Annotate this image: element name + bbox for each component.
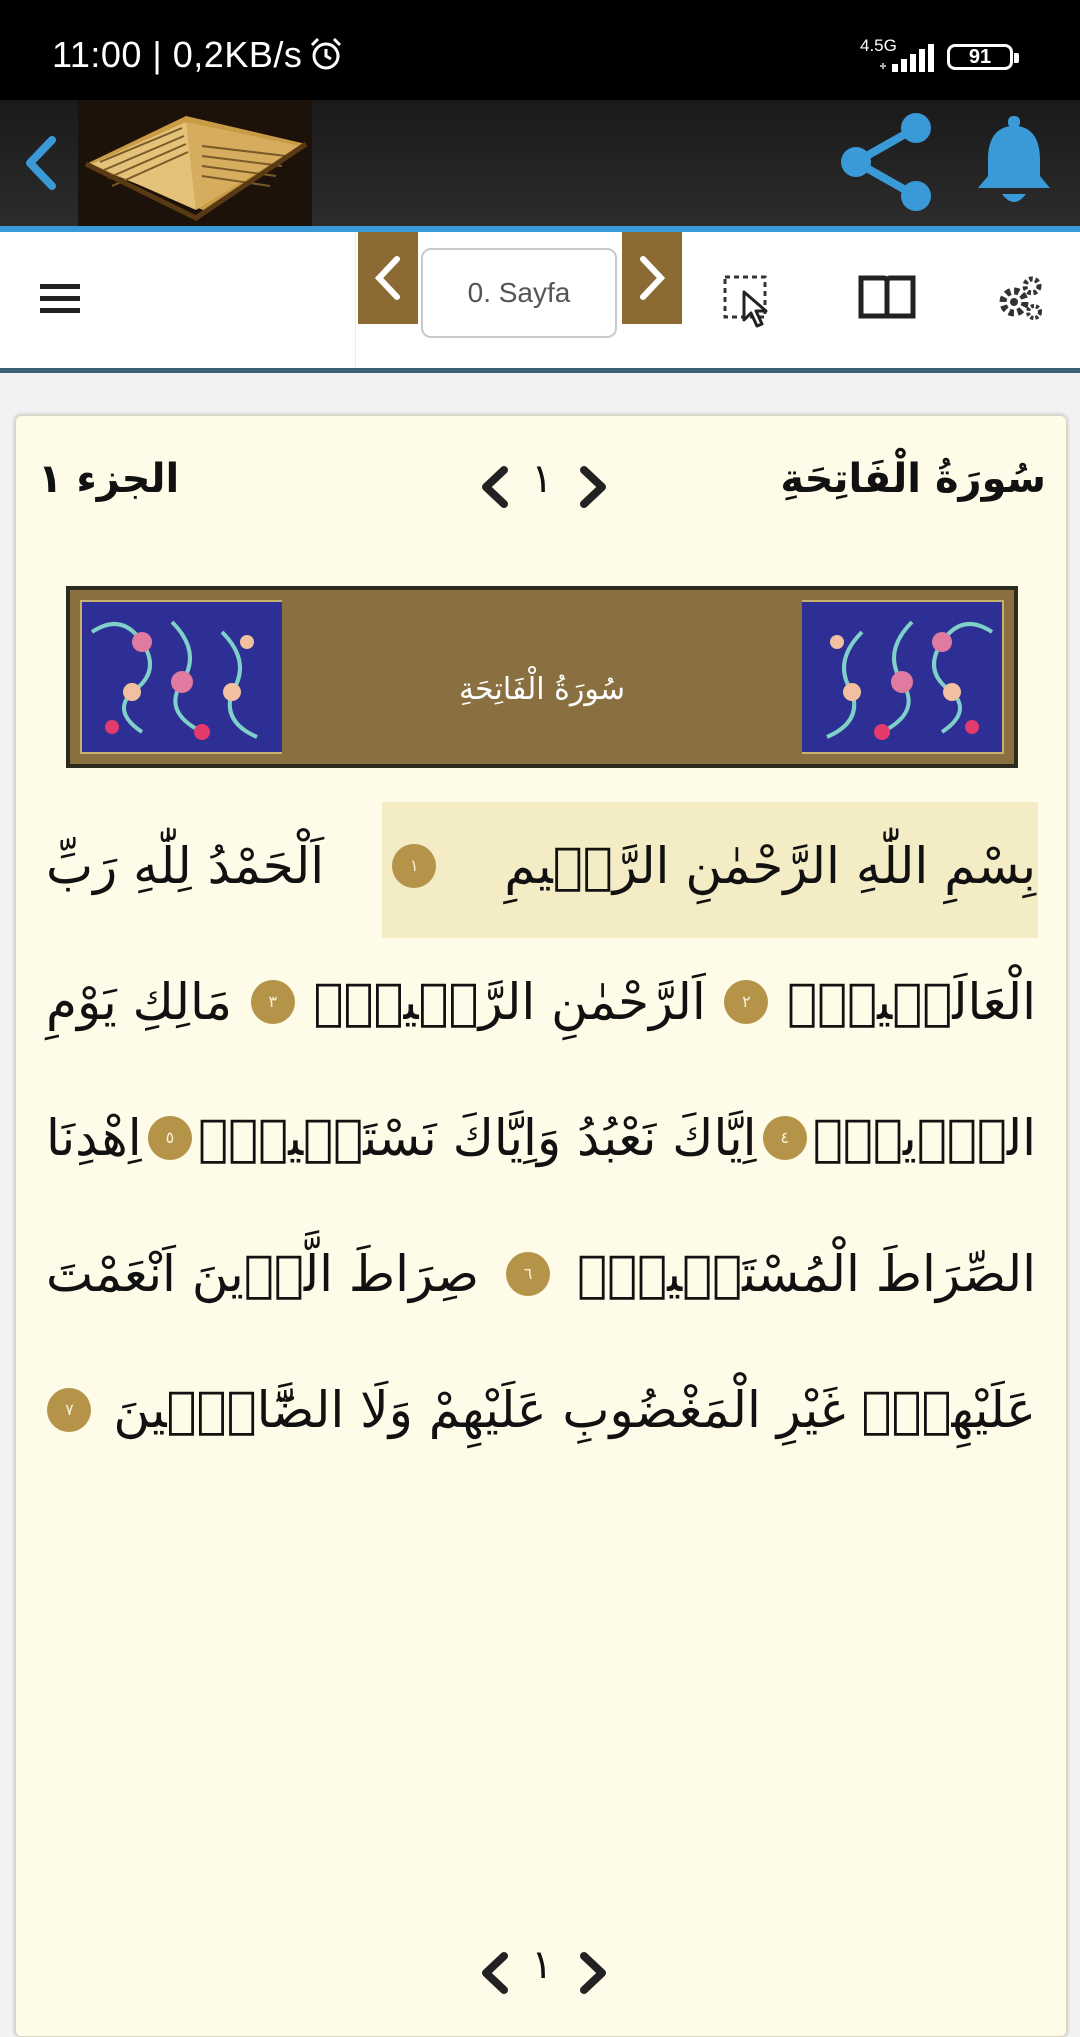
page-number: ١ [531, 456, 553, 502]
book-icon[interactable] [858, 272, 916, 322]
back-icon[interactable] [18, 130, 62, 196]
chevron-left-icon[interactable] [478, 464, 512, 510]
reader-toolbar [0, 232, 1080, 368]
battery-level: 91 [968, 46, 992, 68]
surah-name: سُورَةُ الْفَاتِحَةِ [780, 456, 1046, 502]
ayah-text[interactable]: الدّٖينِۜ [812, 1109, 1036, 1167]
share-icon[interactable] [836, 110, 936, 214]
ayah-line [36, 1070, 1046, 1206]
alarm-icon [308, 36, 344, 72]
ayah-text[interactable]: اِهْدِنَا [46, 1109, 142, 1167]
bell-icon[interactable] [974, 114, 1054, 206]
page-pager-top [478, 458, 606, 514]
app-bar [0, 100, 1080, 226]
ayah-text[interactable]: صِرَاطَ الَّذٖينَ اَنْعَمْتَ [46, 1245, 480, 1303]
ayah-number-marker[interactable]: ٢ [724, 980, 768, 1024]
juz-label: الجزء ١ [38, 456, 180, 502]
banner-center-panel [282, 600, 802, 754]
ayah-number-marker[interactable]: ١ [392, 844, 436, 888]
ayah-number-marker[interactable]: ٧ [47, 1388, 91, 1432]
settings-icon[interactable] [996, 274, 1044, 322]
ayah-text[interactable]: الْعَالَمٖينَۙ [787, 973, 1036, 1031]
chevron-left-icon [371, 253, 405, 303]
floral-ornament-icon [792, 602, 1002, 756]
battery-indicator [947, 44, 1013, 70]
surah-header-banner [66, 586, 1018, 768]
ayah-line [36, 934, 1046, 1070]
ayah-number-marker[interactable]: ٥ [148, 1116, 192, 1160]
signal-icon [878, 44, 934, 72]
chevron-right-icon[interactable] [576, 464, 610, 510]
toolbar-separator [0, 368, 1080, 373]
chevron-right-icon [635, 253, 669, 303]
ayah-text[interactable]: اَلرَّحْمٰنِ الرَّحٖيمِۙ [313, 973, 706, 1031]
ayah-text-block [36, 798, 1046, 1478]
page-pager-bottom [478, 1944, 606, 2000]
ayah-text[interactable]: مَالِكِ يَوْمِ [46, 973, 233, 1031]
menu-icon[interactable] [40, 282, 80, 316]
ayah-number-marker[interactable]: ٣ [251, 980, 295, 1024]
ayah-line [36, 1342, 1046, 1478]
ayah-text[interactable]: اَلْحَمْدُ لِلّٰهِ رَبِّ [46, 837, 325, 895]
status-time: 11:00 | 0,2KB/s [52, 34, 303, 75]
app-logo [78, 100, 312, 226]
mushaf-page [15, 415, 1067, 2037]
page-number: ١ [531, 1942, 553, 1988]
ayah-text[interactable]: عَلَيْهِمْۙ غَيْرِ الْمَغْضُوبِ عَلَيْهِمْ وَلَا الضَّٓالّٖينَ [113, 1381, 1036, 1439]
previous-page-button[interactable] [358, 232, 418, 324]
page-number-field[interactable]: 0. Sayfa [421, 248, 617, 338]
chevron-right-icon[interactable] [576, 1950, 610, 1996]
toolbar-divider [355, 232, 356, 368]
status-bar [0, 0, 1080, 100]
ayah-number-marker[interactable]: ٦ [506, 1252, 550, 1296]
chevron-left-icon[interactable] [478, 1950, 512, 1996]
network-type: 4.5G [860, 36, 897, 55]
ayah-line [36, 1206, 1046, 1342]
ayah-number-marker[interactable]: ٤ [763, 1116, 807, 1160]
ayah-text[interactable]: الصِّرَاطَ الْمُسْتَقٖيمَۙ [577, 1245, 1036, 1303]
selection-cursor-icon[interactable] [722, 274, 778, 330]
next-page-button[interactable] [622, 232, 682, 324]
ayah-line [36, 798, 1046, 934]
ayah-text[interactable]: بِسْمِ اللّٰهِ الرَّحْمٰنِ الرَّحٖيمِ [504, 837, 1036, 895]
banner-title: سُورَةُ الْفَاتِحَةِ [459, 672, 625, 707]
banner-ornament [80, 600, 1004, 754]
floral-ornament-icon [82, 602, 292, 756]
ayah-text[interactable]: اِيَّاكَ نَعْبُدُ وَاِيَّاكَ نَسْتَعٖينُۜ [198, 1109, 757, 1167]
